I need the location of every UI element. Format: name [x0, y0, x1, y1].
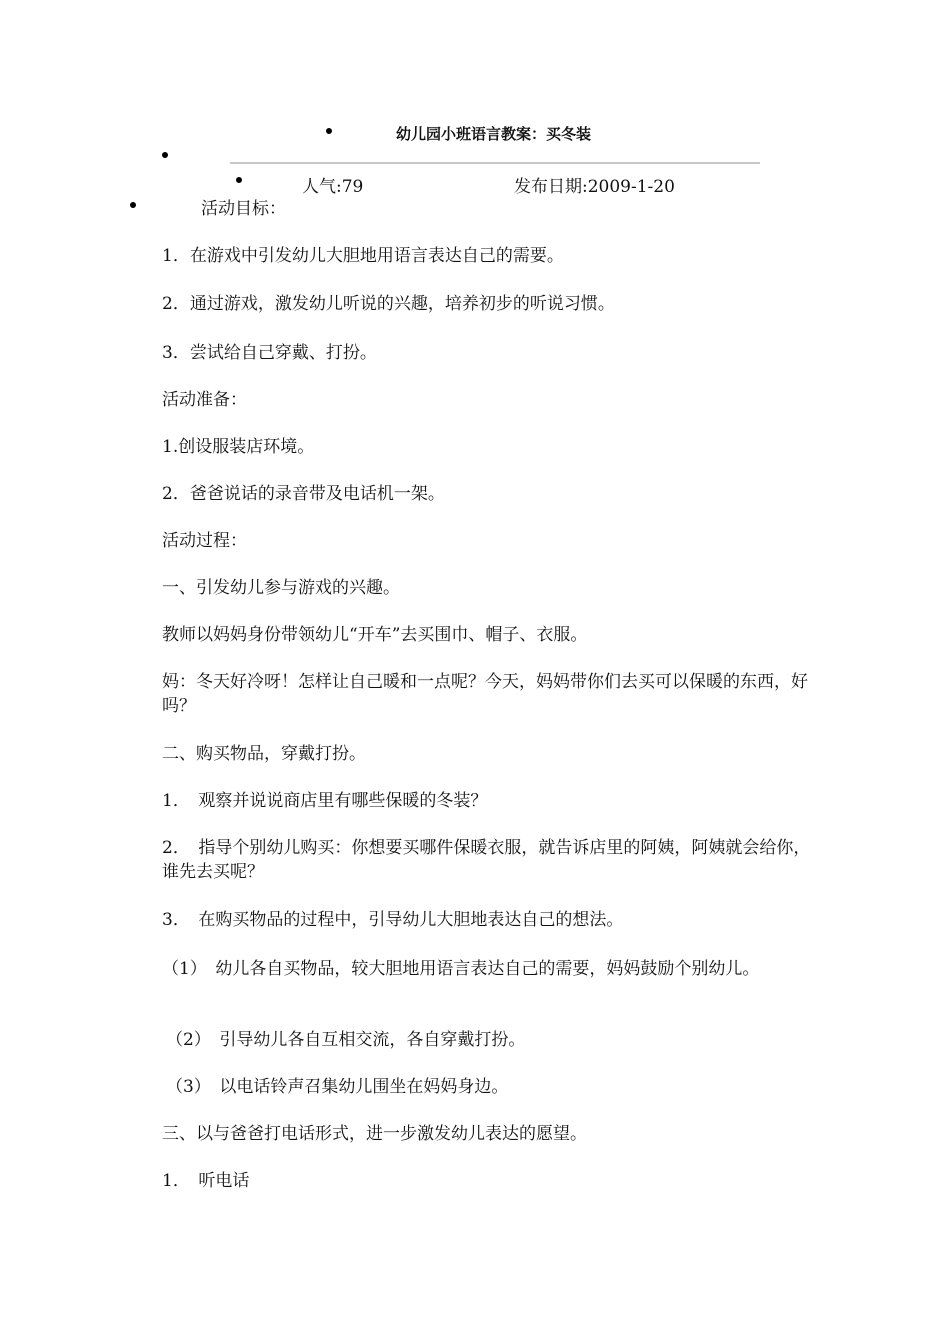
goal-item: 2．通过游戏，激发幼儿听说的兴趣，培养初步的听说习惯。 [162, 294, 615, 314]
goal-item: 1．在游戏中引发幼儿大胆地用语言表达自己的需要。 [162, 246, 564, 266]
process-step-heading: 二、购买物品，穿戴打扮。 [162, 744, 366, 764]
preparation-item: 2．爸爸说话的录音带及电话机一架。 [162, 484, 445, 504]
section-heading-goals: 活动目标： [201, 199, 286, 219]
section-heading-preparation: 活动准备： [162, 390, 247, 410]
publish-date: 发布日期:2009-1-20 [514, 177, 675, 197]
process-step-heading: 三、以与爸爸打电话形式，进一步激发幼儿表达的愿望。 [162, 1124, 587, 1144]
goal-item: 3．尝试给自己穿戴、打扮。 [162, 343, 377, 363]
section-heading-process: 活动过程： [162, 531, 247, 551]
process-subitem: （1） 幼儿各自买物品，较大胆地用语言表达自己的需要，妈妈鼓励个别幼儿。 [162, 959, 760, 979]
process-subitem: （2） 引导幼儿各自互相交流，各自穿戴打扮。 [166, 1030, 526, 1050]
title-divider [230, 162, 760, 164]
page-title: 幼儿园小班语言教案：买冬装 [396, 125, 592, 143]
process-paragraph: 妈：冬天好冷呀！怎样让自己暖和一点呢？今天，妈妈带你们去买可以保暖的东西，好吗？ [162, 672, 808, 716]
bullet-dot [236, 177, 242, 183]
popularity-count: 人气:79 [302, 177, 364, 197]
process-paragraph: 教师以妈妈身份带领幼儿“开车”去买围巾、帽子、衣服。 [162, 625, 588, 645]
process-item: 1． 观察并说说商店里有哪些保暖的冬装？ [162, 791, 488, 811]
bullet-dot [162, 152, 168, 158]
process-step-heading: 一、引发幼儿参与游戏的兴趣。 [162, 578, 400, 598]
process-item: 3． 在购买物品的过程中，引导幼儿大胆地表达自己的想法。 [162, 910, 624, 930]
bullet-dot [130, 202, 136, 208]
process-item: 2． 指导个别幼儿购买：你想要买哪件保暖衣服，就告诉店里的阿姨，阿姨就会给你，谁先去买呢？ [162, 838, 811, 882]
process-item: 1． 听电话 [162, 1171, 250, 1191]
preparation-item: 1.创设服装店环境。 [162, 437, 315, 457]
bullet-dot [326, 128, 332, 134]
process-subitem: （3） 以电话铃声召集幼儿围坐在妈妈身边。 [166, 1077, 509, 1097]
